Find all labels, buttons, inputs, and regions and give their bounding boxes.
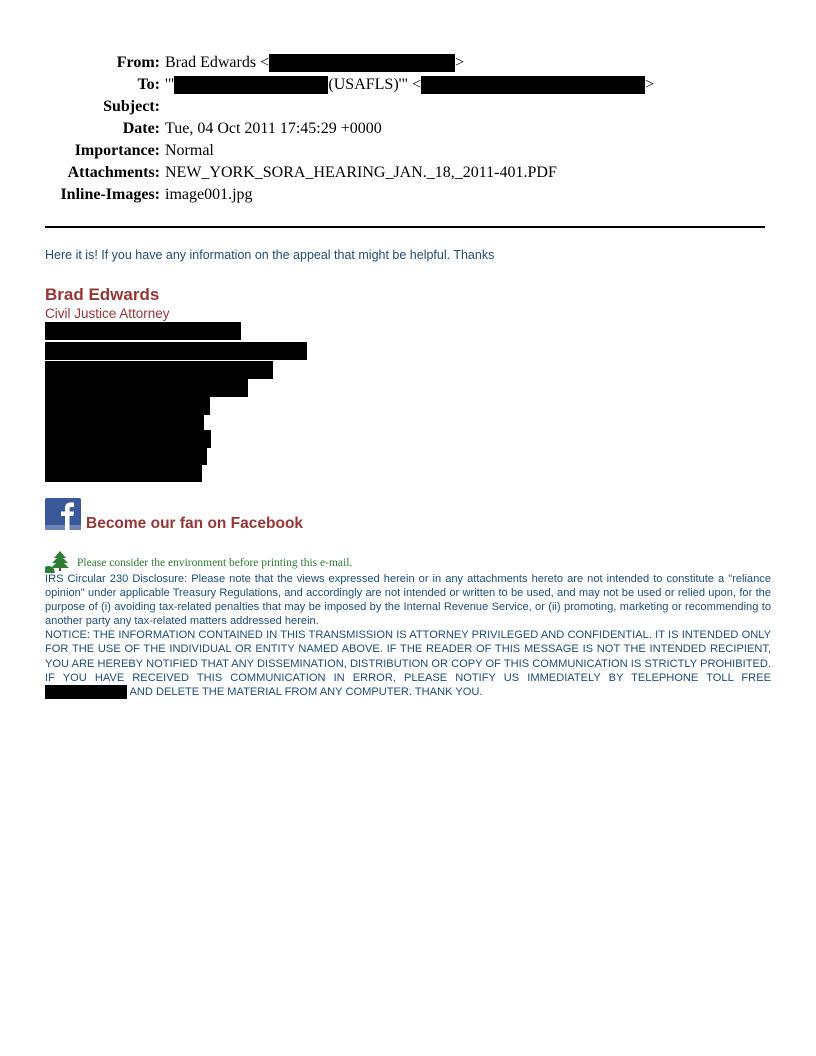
importance-value: Normal [165,142,214,159]
to-open: '" [165,76,175,93]
redaction-block [45,464,202,482]
inline-images-row [0,184,816,206]
signature-name: Brad Edwards [45,285,160,304]
redaction-block [45,342,307,360]
attachments-row [0,162,816,184]
to-mid: (USAFLS)'" < [328,76,422,93]
from-label: From: [116,54,160,71]
redaction-block [45,447,207,465]
redaction-block [174,76,328,94]
redaction-block [421,76,645,94]
subject-label: Subject: [103,98,160,115]
email-header [0,52,816,206]
redacted-phone [45,685,127,699]
environment-note: Please consider the environment before printing this e-mail. [77,557,353,569]
facebook-fan-link[interactable]: Become our fan on Facebook [86,515,304,532]
importance-row [0,140,816,162]
notice-text-end: AND DELETE THE MATERIAL FROM ANY COMPUTER. THANK YOU. [129,685,483,698]
signature-title: Civil Justice Attorney [45,306,170,321]
attachment-filename[interactable]: NEW_YORK_SORA_HEARING_JAN._18,_2011-401.PDF [165,164,557,181]
confidentiality-notice [45,628,771,698]
date-value: Tue, 04 Oct 2011 17:45:29 +0000 [165,120,382,137]
irs-disclosure: IRS Circular 230 Disclosure: Please note that the views expressed herein or in any attachments hereto are not intended to constitute a "reliance opinion" under applicable Treasury Regulations, and accordingly are not intended or written to be used, and may not be used or relied upon, for the purpose of (i) avoiding tax-related penalties that may be imposed by the Internal Revenue Service, or (ii) promoting, marketing or recommending to another party any tax-related matters addressed herein. [45,573,771,628]
legal-disclaimer [45,572,771,699]
subject-row [0,96,816,118]
to-label: To: [137,76,160,93]
date-row [0,118,816,140]
inline-image-filename[interactable]: image001.jpg [165,186,253,203]
date-label: Date: [122,120,160,137]
to-row [0,74,816,96]
importance-label: Importance: [74,142,160,159]
from-close: > [455,54,465,71]
tree-icon [45,551,69,573]
header-divider [45,226,765,228]
redaction-block [45,379,248,397]
redaction-block [45,413,204,431]
notice-text: NOTICE: THE INFORMATION CONTAINED IN THIS TRANSMISSION IS ATTORNEY PRIVILEGED AND CONFIDENTIAL. IT IS INTENDED ONLY FOR THE USE OF THE INDIVIDUAL OR ENTITY NAMED ABOVE. IF THE READER OF THIS MESSAGE IS NOT THE INTENDED RECIPIENT, YOU ARE HEREBY NOTIFIED THAT ANY DISSEMINATION, DISTRIBUTION OR COPY OF THIS COMMUNICATION IS STRICTLY PROHIBITED. IF YOU HAVE RECEIVED THIS COMMUNICATION IN ERROR, PLEASE NOTIFY US IMMEDIATELY BY TELEPHONE TOLL FREE [45,629,771,684]
attachments-label: Attachments: [67,164,160,181]
inline-images-label: Inline-Images: [60,186,160,203]
to-close: > [645,76,655,93]
redaction-block [45,361,273,379]
redaction-block [45,322,241,340]
message-body: Here it is! If you have any information on the appeal that might be helpful. Thanks [45,248,495,262]
from-name: Brad Edwards < [165,54,270,71]
from-row [0,52,816,74]
facebook-icon[interactable] [45,498,81,530]
redaction-block [269,54,455,72]
redaction-block [45,430,211,448]
